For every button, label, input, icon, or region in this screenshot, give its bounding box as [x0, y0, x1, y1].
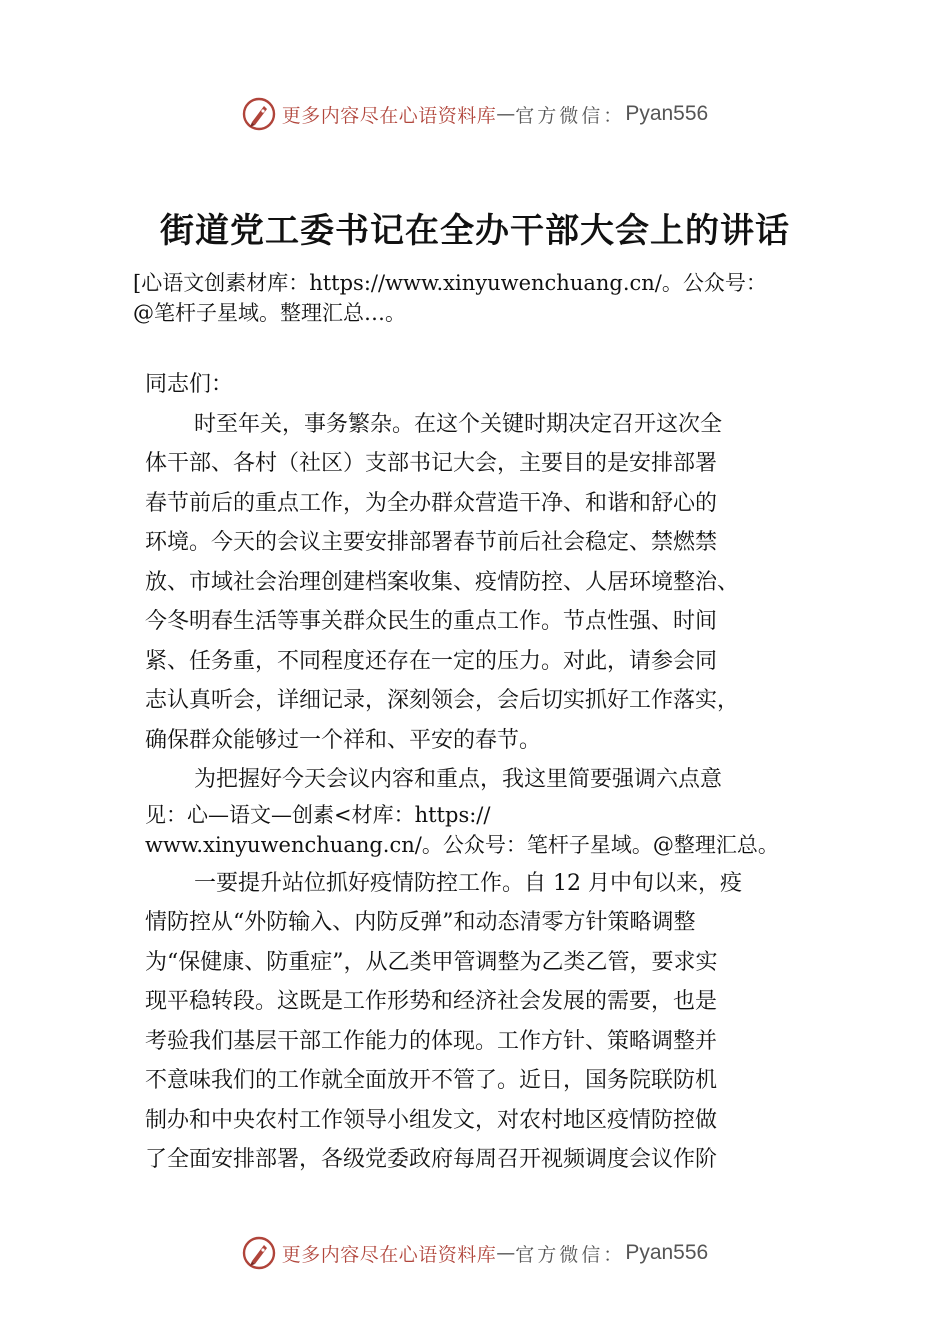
banner-brand-text: 更多内容尽在心语资料库 — [281, 104, 497, 127]
source-line: [心语文创素材库：https://www.xinyuwenchuang.cn/。公众号： — [133, 271, 767, 295]
source-note — [133, 268, 863, 328]
text-line: 不意味我们的工作就全面放开不管了。近日，国务院联防机 — [145, 1068, 718, 1093]
text-line: 环境。今天的会议主要安排部署春节前后社会稳定、禁燃禁 — [145, 530, 718, 555]
banner-wechat-id: Pyan556 — [625, 102, 709, 125]
text-line: 情防控从“外防输入、内防反弹”和动态清零方针策略调整 — [145, 910, 696, 935]
text-line: 紧、任务重，不同程度还存在一定的压力。对此，请参会同 — [145, 648, 718, 674]
text-line: 体干部、各村（社区）支部书记大会，主要目的是安排部署 — [145, 451, 718, 476]
text-line: 春节前后的重点工作，为全办群众营造干净、和谐和舒心的 — [145, 490, 718, 516]
pen-nib-logo-icon — [242, 1236, 276, 1270]
text-line: 制办和中央农村工作领导小组发文，对农村地区疫情防控做 — [145, 1107, 718, 1133]
banner-dash: — — [496, 1242, 516, 1264]
banner-brand-text: 更多内容尽在心语资料库 — [281, 1243, 497, 1266]
banner-wechat-label: 官方微信： — [515, 1243, 626, 1266]
inserted-source-line: 见：心—语文—创素<材库：https:// — [145, 802, 491, 827]
text-line: 现平稳转段。这既是工作形势和经济社会发展的需要，也是 — [145, 989, 718, 1014]
text-line: 考验我们基层干部工作能力的体现。工作方针、策略调整并 — [145, 1028, 718, 1054]
source-line: @笔杆子星域。整理汇总…。 — [133, 301, 406, 325]
text-line: 为把握好今天会议内容和重点，我这里简要强调六点意 — [194, 767, 723, 792]
salutation: 同志们： — [145, 372, 234, 397]
paragraph-1 — [145, 405, 810, 761]
text-line: 今冬明春生活等事关群众民生的重点工作。节点性强、时间 — [145, 609, 718, 634]
text-line: 志认真听会，详细记录，深刻领会，会后切实抓好工作落实， — [145, 688, 740, 713]
text-line: 确保群众能够过一个祥和、平安的春节。 — [145, 727, 542, 753]
header-banner — [0, 94, 950, 134]
document-title: 街道党工委书记在全办干部大会上的讲话 — [160, 211, 790, 251]
text-line: 为“保健康、防重症”，从乙类甲管调整为乙类乙管，要求实 — [145, 949, 718, 975]
paragraph-2 — [145, 760, 810, 860]
text-line: 一要提升站位抓好疫情防控工作。自 12 月中旬以来，疫 — [194, 870, 742, 896]
footer-banner — [0, 1233, 950, 1273]
banner-dash: — — [496, 103, 516, 125]
text-line: 放、市域社会治理创建档案收集、疫情防控、人居环境整治、 — [145, 569, 740, 595]
document-body — [145, 365, 810, 1180]
inserted-source-line: www.xinyuwenchuang.cn/。公众号：笔杆子星域。@整理汇总。 — [145, 832, 779, 857]
text-line: 时至年关，事务繁杂。在这个关键时期决定召开这次全 — [194, 411, 723, 437]
pen-nib-logo-icon — [242, 97, 276, 131]
text-line: 了全面安排部署，各级党委政府每周召开视频调度会议作阶 — [145, 1147, 718, 1172]
banner-wechat-id: Pyan556 — [625, 1241, 709, 1264]
paragraph-3 — [145, 864, 810, 1180]
banner-wechat-label: 官方微信： — [515, 104, 626, 127]
